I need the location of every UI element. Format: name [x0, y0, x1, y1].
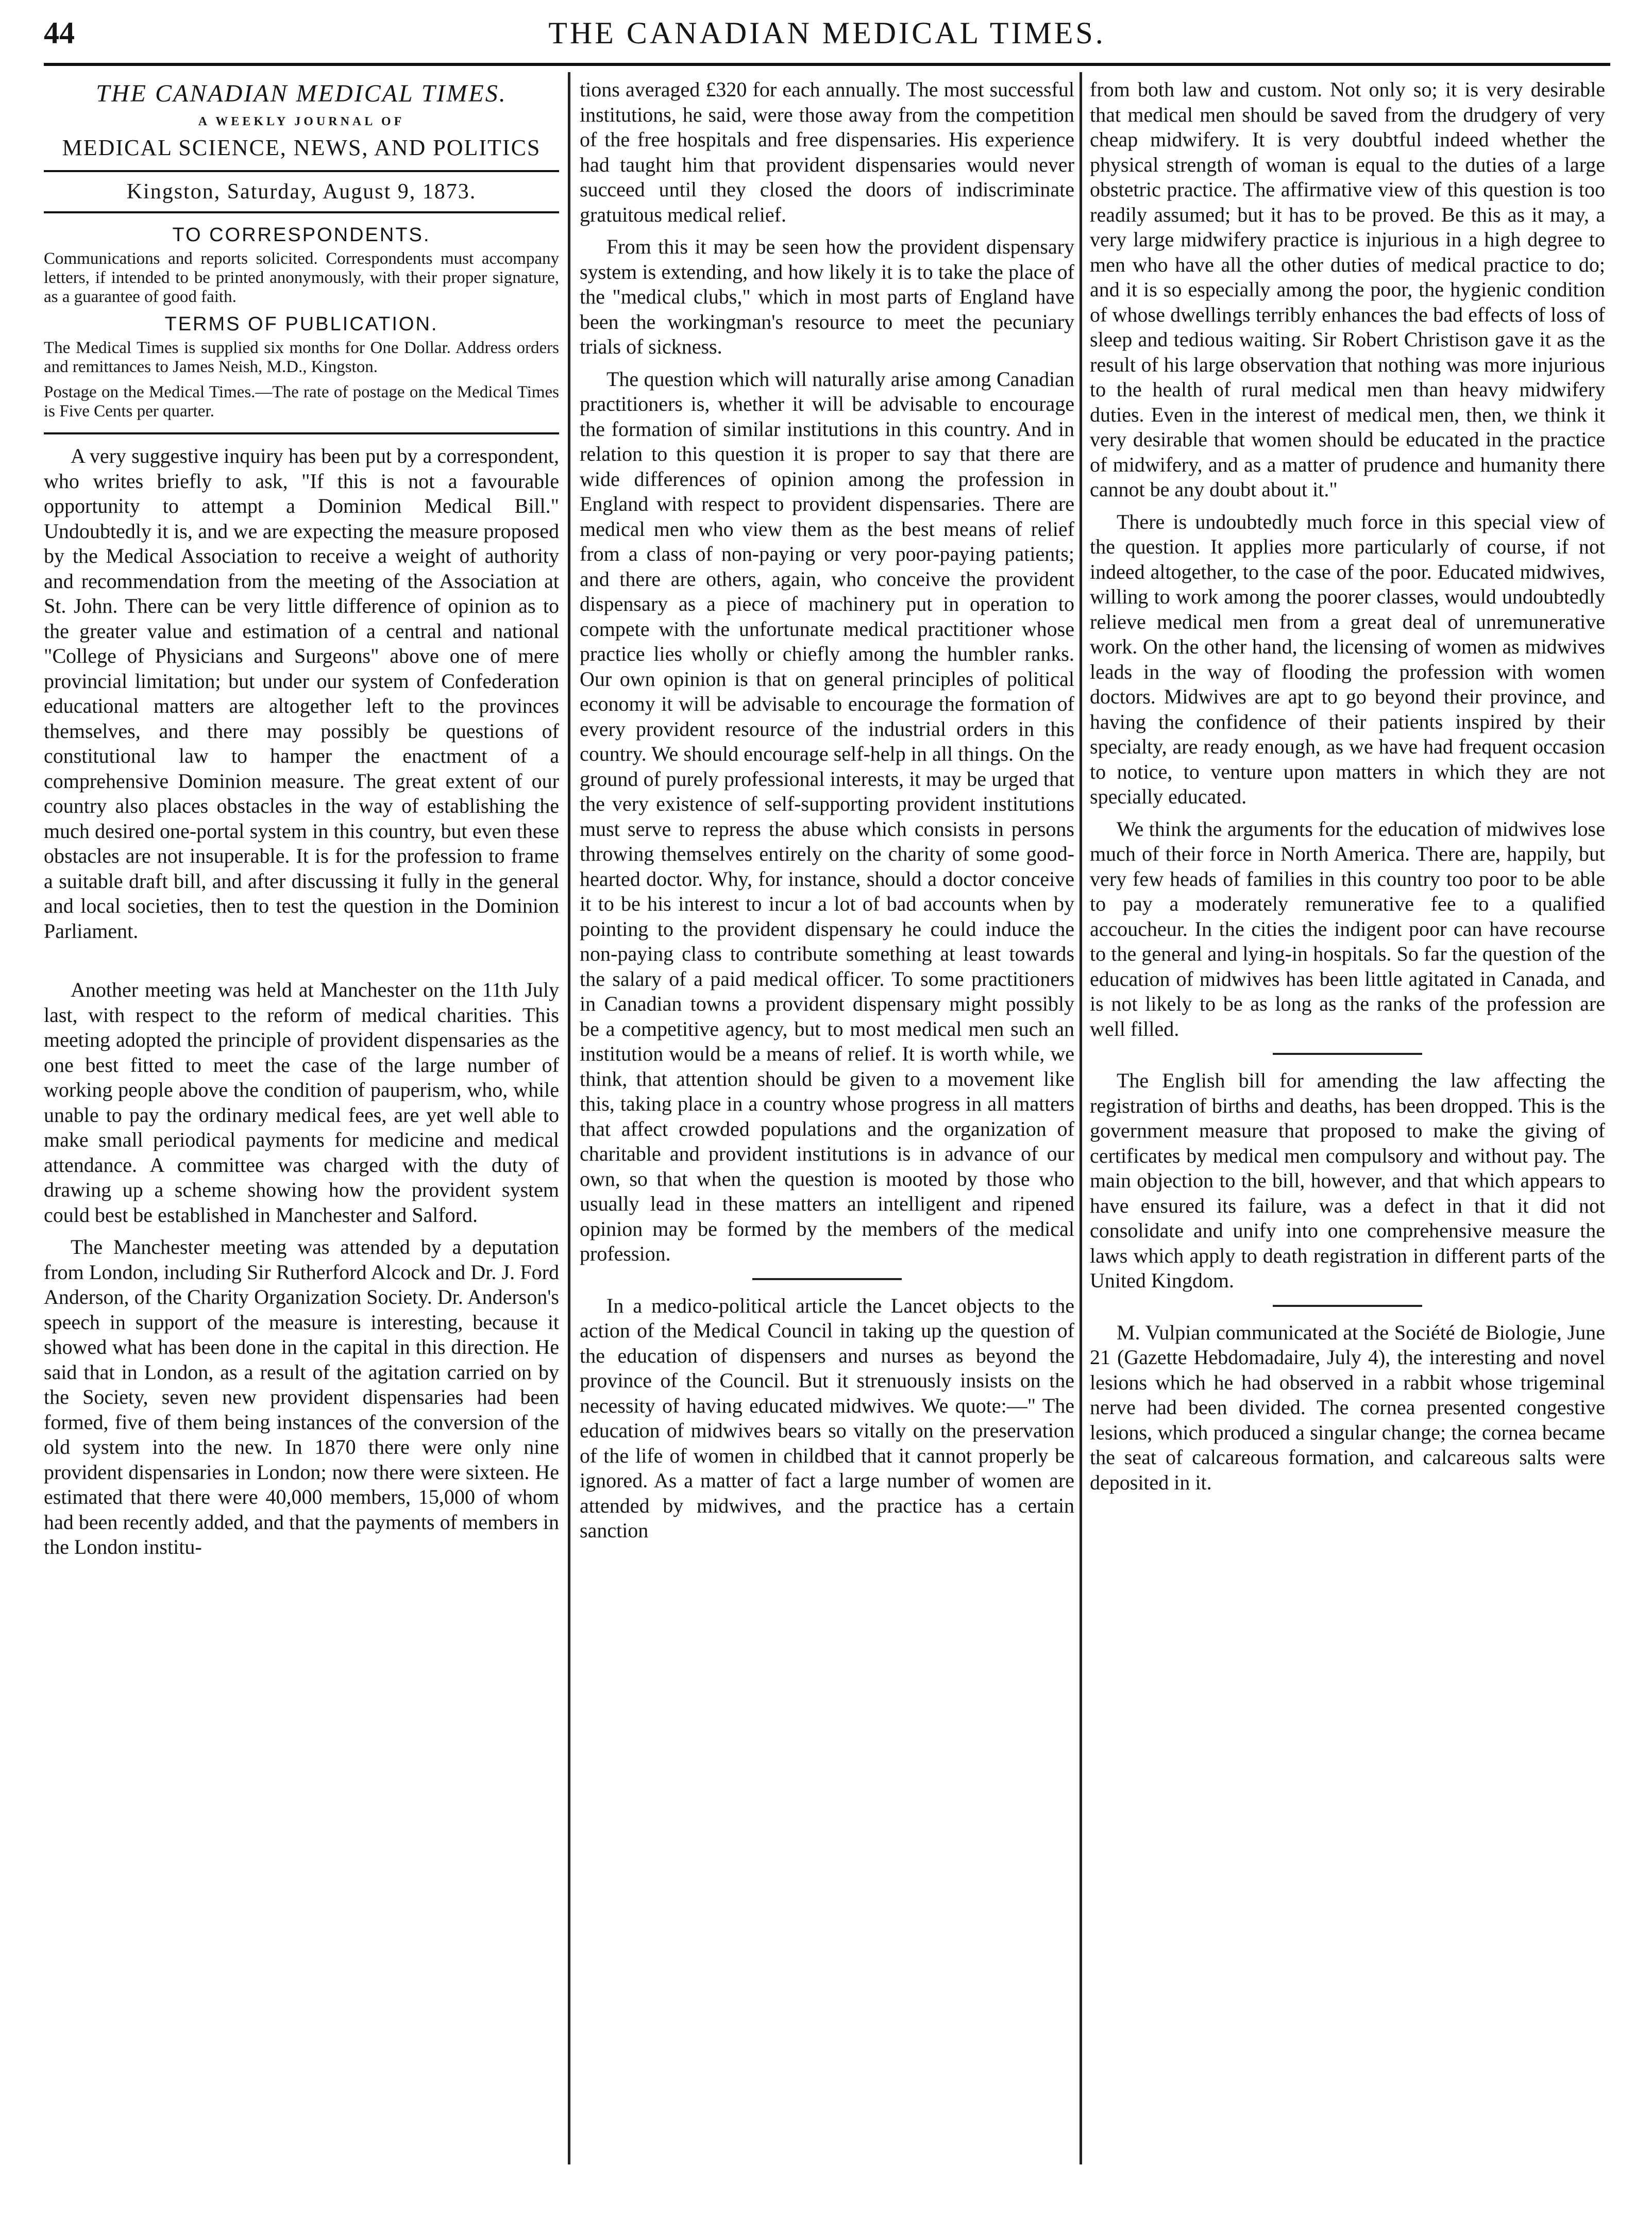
article-paragraph: The question which will naturally arise among Canadian practitioners is, whether it will be advisable to encourage the formation of similar institutions in this country. And in relation to this question it is proper to say that there are wide differences of opinion among the profession in England with respect to provident dispensaries. There are medical men who view them as the best means of relief from a class of non-paying or very poor-paying patients; and there are others, again, who conceive the provident dispensary as a piece of machinery put in operation to compete with the unfortunate medical practitioner whose practice lies wholly or chiefly among the humbler ranks. Our own opinion is that on general principles of political economy it will be advisable to encourage the formation of every provident resource of the industrial orders in this country. We should encourage self-help in all things. On the ground of purely professional interests, it may be urged that the very existence of self-supporting provident institutions must serve to repress the abuse which consists in persons throwing themselves entirely on the charity of some good-hearted doctor. Why, for instance, should a doctor conceive it to be his interest to incur a lot of bad accounts when by pointing to the provident dispensary he could induce the non-paying class to contribute something at least towards the salary of a paid medical officer. To some practitioners in Canadian towns a provident dispensary might possibly be a competitive agency, but to most medical men such an institution would be a means of relief. It is worth while, we think, that attention should be given to a movement like this, taking place in a country whose progress in all matters that affect crowded populations and the organization of charitable and provident institutions is in advance of our own, so that when the question is mooted by those who usually lead in these matters an intelligent and ripened opinion may be formed by the members of the medical profession. [580, 367, 1074, 1265]
masthead-subtitle: A WEEKLY JOURNAL OF [198, 115, 405, 128]
section-separator [1273, 1305, 1422, 1307]
notices-box [44, 223, 559, 434]
column-rule [568, 72, 570, 2164]
masthead-topics: MEDICAL SCIENCE, NEWS, AND POLITICS [62, 135, 541, 160]
page-number: 44 [44, 16, 75, 50]
dateline: Kingston, Saturday, August 9, 1873. [44, 170, 559, 213]
column-2 [580, 77, 1074, 1551]
section-separator [1273, 1053, 1422, 1055]
article-paragraph: The English bill for amending the law affecting the registration of births and deaths, has been dropped. This is the government measure that proposed to make the giving of certificates by medical men compulsory and without pay. The main objection to the bill, however, and that which appears to have ensured its failure, was a defect in that it did not consolidate and unify into one comprehensive measure the laws which apply to death registration in different parts of the United Kingdom. [1090, 1069, 1605, 1292]
column-1 [44, 77, 559, 1567]
article-paragraph: The Manchester meeting was attended by a deputation from London, including Sir Rutherford Alcock and Dr. J. Ford Anderson, of the Charity Organization Society. Dr. Anderson's speech in support of the measure is interesting, because it showed what has been done in the capital in this direction. He said that in London, as a result of the agitation carried on by the Society, seven new provident dispensaries had been formed, five of them being instances of the conversion of the old system into the new. In 1870 there were only nine provident dispensaries in London; now there were sixteen. He estimated that there were 40,000 members, 15,000 of whom had been recently added, and that the payments of members in the London institu- [44, 1235, 559, 1558]
article-paragraph: In a medico-political article the Lancet objects to the action of the Medical Council in taking up the question of the education of dispensers and nurses as beyond the province of the Council. But it strenuously insists on the necessity of having educated midwives. We quote:—" The education of midwives bears so vitally on the preservation of the life of women in childbed that it cannot properly be ignored. As a matter of fact a large number of women are attended by midwives, and the practice has a certain sanction [580, 1294, 1074, 1542]
article-paragraph: tions averaged £320 for each annually. The most successful institutions, he said, were those away from the competition of the free hospitals and free dispensaries. His experience had taught him that provident dispensaries would never succeed until they closed the doors of indiscriminate gratuitous medical relief. [580, 78, 1074, 226]
page-header [44, 11, 1610, 66]
correspondents-text: Communications and reports solicited. Correspondents must accompany letters, if intended to be printed anonymously, with their proper signature, as a guarantee of good faith. [44, 249, 559, 306]
article-paragraph: From this it may be seen how the provident dispensary system is extending, and how likely it is to take the place of the "medical clubs," which in most parts of England have been the workingman's resource to meet the pecuniary trials of sickness. [580, 235, 1074, 358]
article-paragraph: from both law and custom. Not only so; it is very desirable that medical men should be saved from the drudgery of very cheap midwifery. It is very doubtful indeed whether the physical strength of woman is equal to the duties of a large obstetric practice. The affirmative view of this question is too readily assumed; but it has to be proved. Be this as it may, a very large midwifery practice is injurious in a high degree to men who have all the other duties of medical practice to do; and it is so especially among the poor, the hygienic condition of whose dwellings terribly enhances the bad effects of loss of sleep and tedious waiting. Sir Robert Christison gave it as the result of his large observation that nothing was more injurious to the health of rural medical men than heavy midwifery duties. Even in the interest of medical men, then, we think it very desirable that women should be educated in the practice of midwifery, and as a matter of prudence and humanity there cannot be any doubt about it." [1090, 78, 1605, 501]
column-3 [1090, 77, 1605, 1502]
running-head: THE CANADIAN MEDICAL TIMES. [548, 16, 1106, 50]
article-paragraph: A very suggestive inquiry has been put by a correspondent, who writes briefly to ask, "If this is not a favourable opportunity to attempt a Dominion Medical Bill." Undoubtedly it is, and we are expecting the measure proposed by the Medical Association to receive a weight of authority and recommendation from the meeting of the Association at St. John. There can be very little difference of opinion as to the greater value and estimation of a central and national "College of Physicians and Surgeons" above one of mere provincial limitation; but under our system of Confederation educational matters are altogether left to the provinces themselves, and there may possibly be questions of constitutional law to hamper the enactment of a comprehensive Dominion measure. The great extent of our country also places obstacles in the way of establishing the much desired one-portal system in this country, but even these obstacles are not insuperable. It is for the profession to frame a suitable draft bill, and after discussing it fully in the general and local societies, then to test the question in the Dominion Parliament. [44, 444, 559, 943]
postage-notice: Postage on the Medical Times.—The rate of postage on the Medical Times is Five Cents per quarter. [44, 383, 559, 434]
terms-text: The Medical Times is supplied six months for One Dollar. Address orders and remittances to James Neish, M.D., Kingston. [44, 339, 559, 376]
column-rule [1080, 72, 1082, 2164]
section-separator [752, 1278, 902, 1280]
article-paragraph: We think the arguments for the education of midwives lose much of their force in North America. There are, happily, but very few heads of families in this country too poor to be able to pay a moderately remunerative fee to a qualified accoucheur. In the cities the indigent poor can have recourse to the general and lying-in hospitals. So far the question of the education of midwives has been little agitated in Canada, and is not likely to be as long as the ranks of the profession are well filled. [1090, 817, 1605, 1040]
terms-heading: TERMS OF PUBLICATION. [164, 313, 439, 335]
masthead [44, 77, 559, 213]
article-paragraph: There is undoubtedly much force in this special view of the question. It applies more particularly of course, if not indeed altogether, to the case of the poor. Educated midwives, willing to work among the poorer classes, would undoubtedly relieve medical men from a great deal of unremunerative work. On the other hand, the licensing of women as midwives leads in the way of flooding the profession with women doctors. Midwives are apt to go beyond their province, and having the confidence of their patients inspired by their specialty, are ready enough, as we have had frequent occasion to notice, to venture upon matters in which they are not specially educated. [1090, 510, 1605, 808]
article-paragraph: Another meeting was held at Manchester on the 11th July last, with respect to the reform of medical charities. This meeting adopted the principle of provident dispensaries as the one best fitted to meet the case of the large number of working people above the condition of pauperism, who, while unable to pay the ordinary medical fees, are yet well able to make small periodical payments for medicine and medical attendance. A committee was charged with the duty of drawing up a scheme showing how the provident system could best be established in Manchester and Salford. [44, 978, 559, 1227]
article-paragraph: M. Vulpian communicated at the Société de Biologie, June 21 (Gazette Hebdomadaire, July 4), the interesting and novel lesions which he had observed in a rabbit whose trigeminal nerve had been divided. The cornea presented congestive lesions, which produced a singular change; the cornea became the seat of calcareous formation, and calcareous salts were deposited in it. [1090, 1320, 1605, 1494]
correspondents-heading: TO CORRESPONDENTS. [172, 224, 431, 246]
masthead-title: THE CANADIAN MEDICAL TIMES. [96, 80, 507, 107]
